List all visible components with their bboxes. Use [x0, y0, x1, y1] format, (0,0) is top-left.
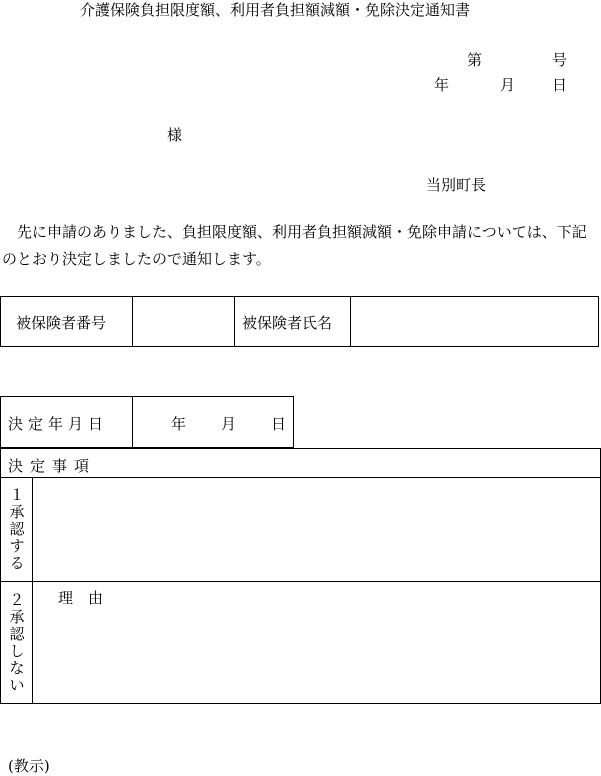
- decision-items-label: 決定事項: [8, 457, 97, 475]
- decision-date-divider: [132, 396, 133, 448]
- insured-table-divider: [234, 296, 235, 347]
- decision-items-divider: [0, 581, 601, 582]
- decision-items-table: [0, 448, 601, 704]
- intro-paragraph: 先に申請のありました、負担限度額、利用者負担額減額・免除申請については、下記のとおり決定しましたので通知します。: [2, 223, 587, 268]
- issue-date-year: 年: [434, 76, 450, 94]
- issuer-name: 当別町長: [426, 176, 487, 194]
- insured-table-divider: [132, 296, 133, 347]
- issue-date-day: 日: [552, 76, 568, 94]
- insured-table-divider: [350, 296, 351, 347]
- insured-number-label: 被保険者番号: [16, 314, 107, 332]
- notice-label: (教示): [8, 757, 50, 775]
- decision-items-divider: [0, 477, 601, 478]
- decision-date-day: 日: [271, 415, 287, 433]
- recipient-suffix: 様: [167, 126, 183, 144]
- decision-date-month: 月: [221, 415, 237, 433]
- insured-name-label: 被保険者氏名: [242, 314, 333, 332]
- issue-date-month: 月: [500, 76, 516, 94]
- document-title: 介護保険負担限度額、利用者負担額減額・免除決定通知書: [80, 1, 471, 19]
- decision-date-year: 年: [171, 415, 187, 433]
- option-reject-label: ２ 承 認 し な い: [9, 591, 25, 694]
- option-approve-label: １ 承 認 す る: [9, 486, 25, 572]
- decision-date-label: 決定年月日: [8, 415, 109, 433]
- doc-number-dai: 第: [467, 51, 483, 69]
- decision-items-divider: [32, 477, 33, 704]
- reason-label: 理 由: [58, 589, 104, 607]
- doc-number-go: 号: [552, 51, 568, 69]
